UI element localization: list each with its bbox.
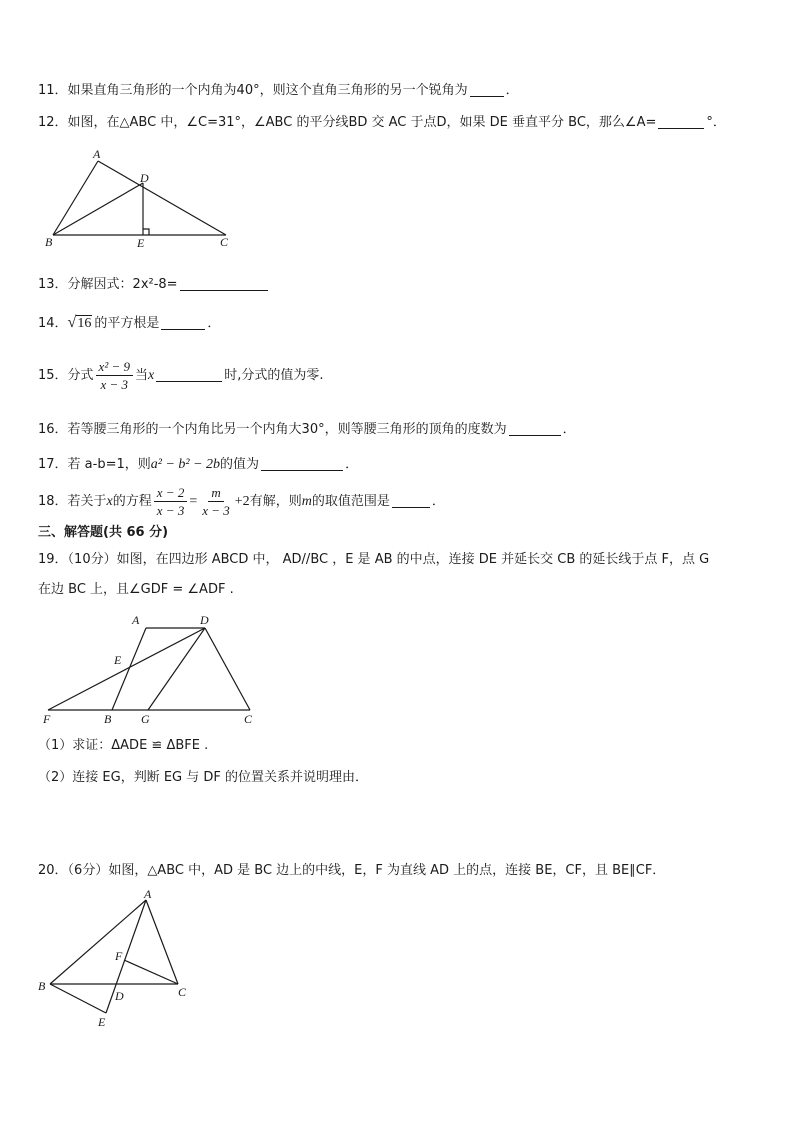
- segment-ab: [112, 628, 146, 710]
- segment-be: [50, 984, 106, 1013]
- answer-blank: [180, 277, 268, 291]
- question-18-end: ．: [431, 494, 445, 509]
- question-14-end: ．: [207, 316, 221, 331]
- equals-sign: =: [189, 494, 198, 509]
- answer-blank: [161, 316, 205, 330]
- fraction: [96, 358, 133, 393]
- answer-blank: [261, 457, 343, 471]
- label-e: E: [114, 653, 122, 667]
- fraction-numerator: x − 2: [154, 484, 188, 502]
- fraction-numerator: m: [208, 484, 223, 502]
- label-e: E: [98, 1015, 106, 1029]
- question-19-part-1: （1）求证：ΔADE ≌ ΔBFE .: [38, 738, 209, 753]
- question-19-line-2: 在边 BC 上，且∠GDF = ∠ADF .: [38, 582, 234, 597]
- question-17-end: ．: [345, 457, 359, 472]
- variable-x: x: [148, 368, 155, 383]
- variable-m: m: [301, 494, 312, 509]
- label-d: D: [200, 613, 209, 627]
- label-c: C: [178, 985, 187, 999]
- fraction-denominator: x − 3: [202, 503, 230, 518]
- question-12-text: 12．如图，在△ABC 中，∠C=31°，∠ABC 的平分线BD 交 AC 于点D，如果 DE 垂直平分 BC，那么∠A=: [38, 115, 657, 130]
- fraction-right: [199, 484, 233, 519]
- label-f: F: [115, 949, 123, 963]
- question-18: [38, 484, 445, 519]
- fraction-left: [154, 484, 188, 519]
- answer-blank: [156, 368, 222, 382]
- radical-sign: √: [67, 314, 77, 331]
- section-heading: 三、解答题(共 66 分): [38, 525, 169, 540]
- label-d: D: [115, 989, 124, 1003]
- question-15-end: 时,分式的值为零.: [224, 368, 324, 383]
- question-17-text: 17．若 a-b=1，则: [38, 457, 151, 472]
- question-16-text: 16．若等腰三角形的一个内角比另一个内角大30°，则等腰三角形的顶角的度数为: [38, 422, 507, 437]
- question-18-mid: 的方程: [112, 494, 152, 509]
- question-11-end: ．: [505, 83, 519, 98]
- label-c: C: [244, 712, 253, 726]
- question-18-text: 18．若关于: [38, 494, 107, 509]
- figure-q19-quadrilateral: [40, 612, 270, 727]
- segment-dc: [205, 628, 250, 710]
- question-19-part-2: （2）连接 EG，判断 EG 与 DF 的位置关系并说明理由．: [38, 770, 368, 785]
- question-13: [38, 276, 270, 294]
- fraction-denominator: x − 3: [100, 377, 129, 392]
- figure-q12-triangle: [40, 145, 250, 257]
- label-b: B: [45, 235, 53, 249]
- question-14-number: 14．: [38, 316, 68, 331]
- segment-fd: [48, 628, 205, 710]
- expression: a² − b² − 2b: [150, 457, 221, 472]
- label-b: B: [104, 712, 112, 726]
- question-15-text: 15．分式: [38, 368, 94, 383]
- question-15-mid: 当: [135, 368, 149, 383]
- label-a: A: [144, 887, 152, 901]
- fraction-numerator: x² − 9: [96, 358, 133, 376]
- label-b: B: [38, 979, 46, 993]
- radicand: 16: [77, 316, 92, 331]
- answer-blank: [658, 115, 704, 129]
- plus-term: +2: [234, 494, 250, 509]
- question-20: 20．（6分）如图，△ABC 中，AD 是 BC 边上的中线，E，F 为直线 AD 上的点，连接 BE，CF，且 BE∥CF．: [38, 863, 666, 878]
- question-17: [38, 456, 358, 474]
- segment-ab: [53, 161, 98, 235]
- variable-x: x: [106, 494, 113, 509]
- question-14: [38, 315, 220, 333]
- question-16-end: ．: [562, 422, 576, 437]
- figure-q20-triangle: [38, 888, 198, 1028]
- label-g: G: [141, 712, 150, 726]
- label-c: C: [220, 235, 229, 249]
- question-13-text: 13．分解因式：2x²-8=: [38, 277, 178, 292]
- fraction-denominator: x − 3: [156, 503, 185, 518]
- answer-blank: [470, 83, 504, 97]
- label-a: A: [132, 613, 140, 627]
- label-d: D: [140, 171, 149, 185]
- sqrt-expression: [68, 315, 93, 331]
- question-15: [38, 358, 324, 393]
- answer-blank: [509, 422, 561, 436]
- question-18-mid: 的取值范围是: [311, 494, 390, 509]
- question-18-mid: 有解，则: [249, 494, 302, 509]
- question-12-end: °．: [706, 115, 726, 130]
- question-17-mid: 的值为: [220, 457, 260, 472]
- question-19-line-1: 19．（10分）如图，在四边形 ABCD 中， AD//BC ，E 是 AB 的中点，连接 DE 并延长交 CB 的延长线于点 F，点 G: [38, 552, 710, 567]
- segment-bd: [53, 183, 143, 235]
- label-a: A: [93, 147, 101, 161]
- question-12: [38, 114, 726, 132]
- answer-blank: [392, 494, 430, 508]
- question-11-text: 11．如果直角三角形的一个内角为40°，则这个直角三角形的另一个锐角为: [38, 83, 468, 98]
- label-f: F: [43, 712, 51, 726]
- question-11: [38, 82, 519, 100]
- question-16: [38, 421, 576, 439]
- label-e: E: [137, 236, 145, 250]
- right-angle-mark: [143, 229, 149, 235]
- segment-dg: [148, 628, 205, 710]
- question-14-text: 的平方根是: [94, 316, 160, 331]
